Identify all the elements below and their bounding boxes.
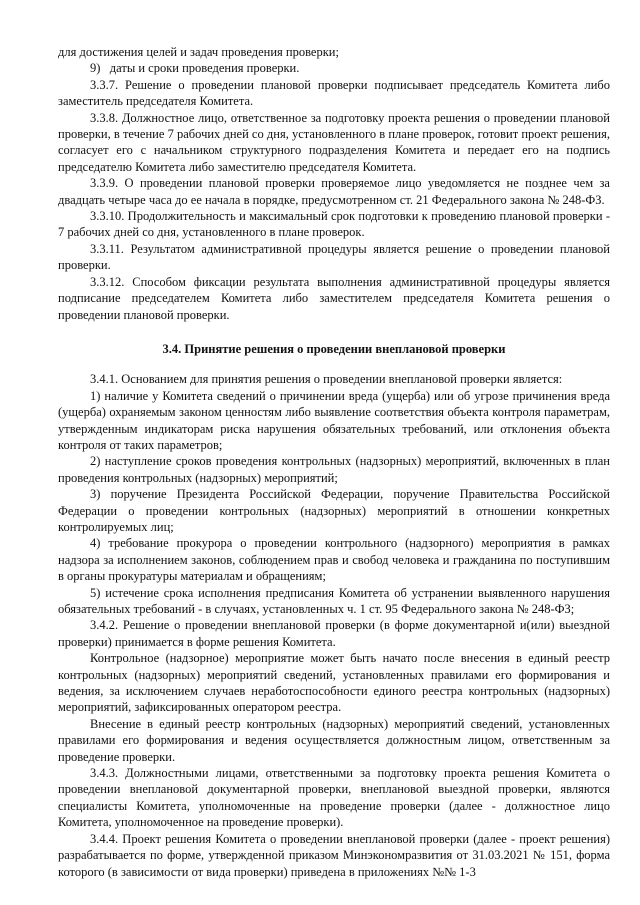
paragraph: 9) даты и сроки проведения проверки.	[90, 61, 300, 76]
section-heading: 3.4. Принятие решения о проведении внеплановой проверки	[162, 341, 506, 356]
paragraph: 3.3.12. Способом фиксации результата выполнения административной процедуры является подписание председателем Комитета либо заместителем председателя Комитета решения о проведении плановой проверки.	[58, 274, 610, 322]
top-paragraphs	[58, 44, 610, 323]
paragraph: 3.3.8. Должностное лицо, ответственное за подготовку проекта решения о проведении плановой проверки, в течение 7 рабочих дней со дня, установленного в плане проверок, готовит проект решения, согласует его с начальником структурного подразделения Комитета и передает его на подпись председателю Комитета либо заместителю председателя Комитета.	[58, 110, 610, 174]
paragraph: 3.4.4. Проект решения Комитета о проведении внеплановой проверки (далее - проект решения) разрабатывается по форме, утвержденной приказом Минэкономразвития от 31.03.2021 № 151, форма которого (в зависимости от вида проверки) приведена в приложениях №№ 1-3	[58, 831, 610, 879]
bottom-paragraphs	[58, 371, 610, 880]
paragraph: для достижения целей и задач проведения проверки;	[58, 45, 339, 59]
paragraph: 3.3.7. Решение о проведении плановой проверки подписывает председатель Комитета либо заместитель председателя Комитета.	[58, 77, 610, 109]
paragraph: 3.4.3. Должностными лицами, ответственными за подготовку проекта решения Комитета о проведении внеплановой документарной проверки, внеплановой выездной проверки, являются специалисты Комитета, уполномоченные на проведение проверки (далее - должностное лицо Комитета, уполномоченное на проведение проверки).	[58, 766, 610, 830]
document-page	[58, 44, 610, 880]
paragraph: 3.4.1. Основанием для принятия решения о проведении внеплановой проверки является:	[90, 372, 563, 387]
paragraph: Внесение в единый реестр контрольных (надзорных) мероприятий сведений, установленных правилами его формирования и ведения осуществляется должностным лицом, ответственным за проведение проверки.	[58, 716, 610, 764]
paragraph: 3.3.10. Продолжительность и максимальный срок подготовки к проведению плановой проверки - 7 рабочих дней со дня, установленного в плане проверок.	[58, 209, 610, 240]
paragraph: 2) наступление сроков проведения контрольных (надзорных) мероприятий, включенных в план проведения контрольных (надзорных) мероприятий;	[58, 454, 610, 485]
paragraph: 3.3.11. Результатом административной процедуры является решение о проведении плановой проверки.	[58, 241, 610, 273]
paragraph: 3) поручение Президента Российской Федерации, поручение Правительства Российской Федерации о проведении контрольных (надзорных) мероприятий в отношении конкретных контролируемых лиц;	[58, 487, 610, 534]
paragraph: 3.4.2. Решение о проведении внеплановой проверки (в форме документарной и(или) выездной проверки) принимается в форме решения Комитета.	[58, 618, 610, 649]
paragraph: 1) наличие у Комитета сведений о причинении вреда (ущерба) или об угрозе причинения вреда (ущерба) охраняемым законом ценностям либо выявление соответствия объекта контроля параметрам, утвержденным индикаторам риска нарушения обязательных требований, или отклонения объекта контроля от таких параметров;	[58, 388, 610, 452]
paragraph: 5) истечение срока исполнения предписания Комитета об устранении выявленного нарушения обязательных требований - в случаях, установленных ч. 1 ст. 95 Федерального закона № 248-ФЗ;	[58, 585, 610, 616]
paragraph: 3.3.9. О проведении плановой проверки проверяемое лицо уведомляется не позднее чем за двадцать четыре часа до ее начала в порядке, предусмотренном ст. 21 Федерального закона № 248-ФЗ.	[58, 176, 610, 207]
paragraph: Контрольное (надзорное) мероприятие может быть начато после внесения в единый реестр контрольных (надзорных) мероприятий сведений, установленных правилами его формирования и ведения, за исключением случаев неработоспособности единого реестра контрольных (надзорных) мероприятий, зафиксированных оператором реестра.	[58, 651, 610, 715]
paragraph: 4) требование прокурора о проведении контрольного (надзорного) мероприятия в рамках надзора за исполнением законов, соблюдением прав и свобод человека и гражданина по поступившим в органы прокуратуры материалам и обращениям;	[58, 536, 610, 584]
